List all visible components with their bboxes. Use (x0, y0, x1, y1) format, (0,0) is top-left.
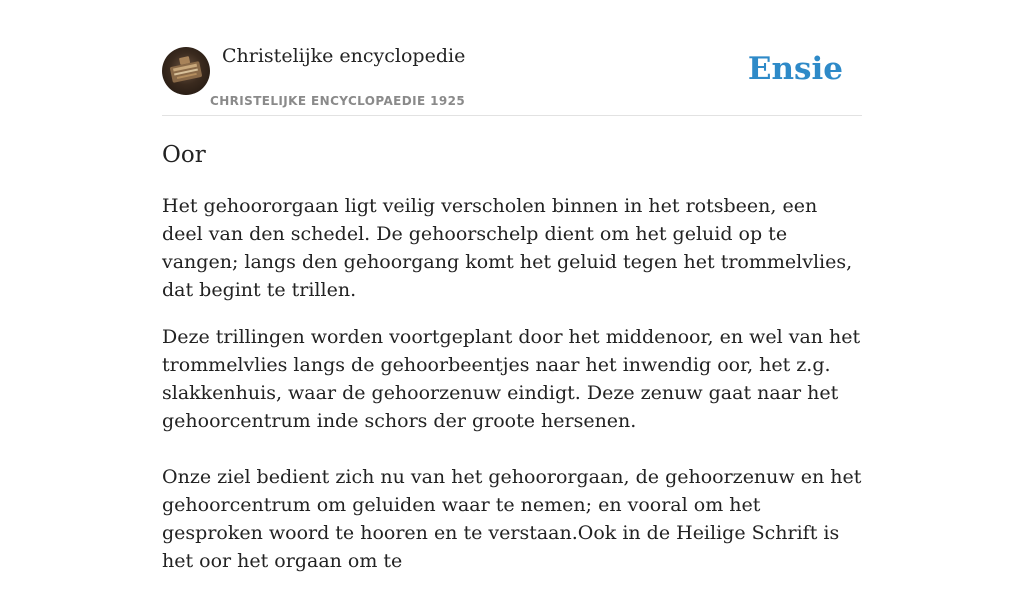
brand-logo-link[interactable]: Ensie (747, 51, 843, 87)
book-thumbnail-icon[interactable] (162, 47, 210, 95)
article-body (162, 192, 862, 575)
article-title: Oor (162, 142, 206, 168)
article (162, 136, 862, 594)
article-paragraph: Het gehoororgaan ligt veilig verscholen binnen in het rotsbeen, een deel van den schedel. De gehoorschelp dient om het geluid op te vangen; langs den gehoorgang komt het geluid tegen het trommelvlies, dat begint te trillen. (162, 195, 853, 301)
article-paragraph: Deze trillingen worden voortgeplant door het middenoor, en wel van het trommelvlies langs de gehoorbeentjes naar het inwendig oor, het z.g. slakkenhuis, waar de gehoorzenuw eindigt. Deze zenuw gaat naar het gehoorcentrum inde schors der groote hersenen. Onze ziel bedient zich nu van het gehoororgaan, de gehoorzenuw en het gehoorcentrum om geluiden waar te nemen; en vooral om het gesproken woord te hooren en te verstaan.Ook in de Heilige Schrift is het oor het orgaan om te (162, 326, 862, 572)
site-subtitle: CHRISTELIJKE ENCYCLOPAEDIE 1925 (210, 94, 466, 108)
site-header (162, 40, 862, 116)
site-title[interactable]: Christelijke encyclopedie (222, 45, 466, 67)
